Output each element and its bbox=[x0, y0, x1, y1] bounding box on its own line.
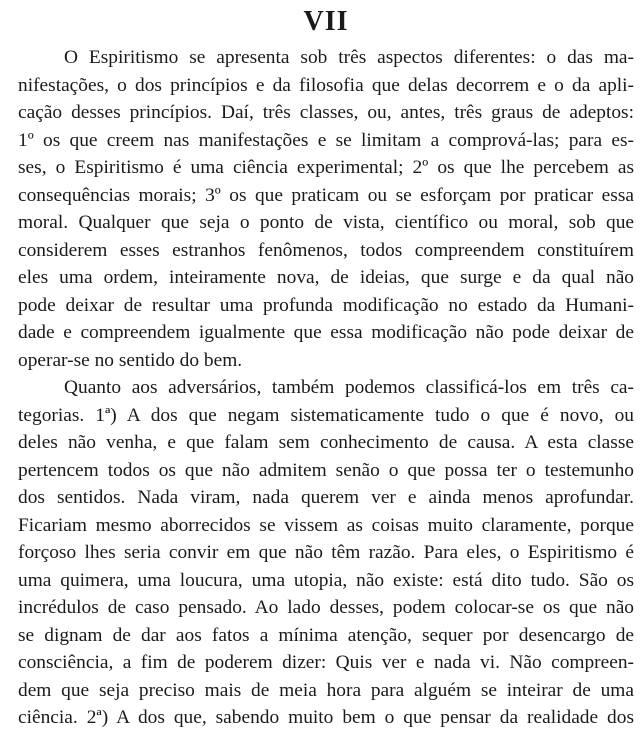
text-line: cação desses princípios. Daí, três classes, ou, antes, três graus de adeptos: bbox=[18, 102, 634, 123]
text-line: se dignam de dar aos fatos a mínima atenção, sequer por desencargo de bbox=[18, 624, 634, 646]
chapter-heading: VII bbox=[303, 6, 349, 37]
text-line: incrédulos de caso pensado. Ao lado desses, podem colocar-se os que não bbox=[18, 597, 634, 618]
text-line: pertencem todos os que não admitem senão o que possa ter o testemunho bbox=[18, 459, 634, 481]
text-line: operar-se no sentido do bem. bbox=[18, 349, 243, 371]
text-line: consequências morais; 3º os que praticam ou se esforçam por praticar essa bbox=[18, 184, 634, 206]
text-line: consciência, a fim de poderem dizer: Quis ver e nada vi. Não compreen- bbox=[18, 652, 634, 673]
text-line: ses, o Espiritismo é uma ciência experimental; 2º os que lhe percebem as bbox=[18, 157, 634, 178]
text-line: dade e compreendem igualmente que essa modificação não pode deixar de bbox=[18, 322, 634, 343]
text-line: uma quimera, uma loucura, uma utopia, não existe: está dito tudo. São os bbox=[18, 569, 634, 591]
text-line: considerem esses estranhos fenômenos, todos compreendem constituírem bbox=[18, 239, 634, 261]
paragraph-2 bbox=[18, 374, 634, 732]
text-line: 1º os que creem nas manifestações e se limitam a comprová-las; para es- bbox=[18, 129, 634, 151]
paragraph-1 bbox=[18, 44, 634, 374]
text-line: tegorias. 1ª) A dos que negam sistematicamente tudo o que é novo, ou bbox=[18, 404, 634, 426]
text-line: dos sentidos. Nada viram, nada querem ver e ainda menos aprofundar. bbox=[18, 487, 634, 508]
text-line: Ficariam mesmo aborrecidos se vissem as coisas muito claramente, porque bbox=[18, 514, 634, 536]
text-line: O Espiritismo se apresenta sob três aspectos diferentes: o das ma- bbox=[64, 47, 634, 68]
text-line: Quanto aos adversários, também podemos classificá-los em três ca- bbox=[64, 377, 634, 398]
text-line: ciência. 2ª) A dos que, sabendo muito bem o que pensar da realidade dos bbox=[18, 707, 634, 728]
text-line: deles não venha, e que falam sem conhecimento de causa. A esta classe bbox=[18, 432, 634, 453]
text-line: nifestações, o dos princípios e da filosofia que delas decorrem e o da apli- bbox=[18, 74, 634, 96]
document-page bbox=[18, 0, 634, 732]
text-line: moral. Qualquer que seja o ponto de vista, científico ou moral, sob que bbox=[18, 212, 634, 233]
text-line: forçoso lhes seria convir em que não têm razão. Para eles, o Espiritismo é bbox=[18, 542, 634, 563]
text-line: eles uma ordem, inteiramente nova, de ideias, que surge e da qual não bbox=[18, 267, 634, 288]
text-line: dem que seja preciso mais de meia hora para alguém se inteirar de uma bbox=[18, 679, 634, 701]
text-line: pode deixar de resultar uma profunda modificação no estado da Humani- bbox=[18, 294, 634, 316]
